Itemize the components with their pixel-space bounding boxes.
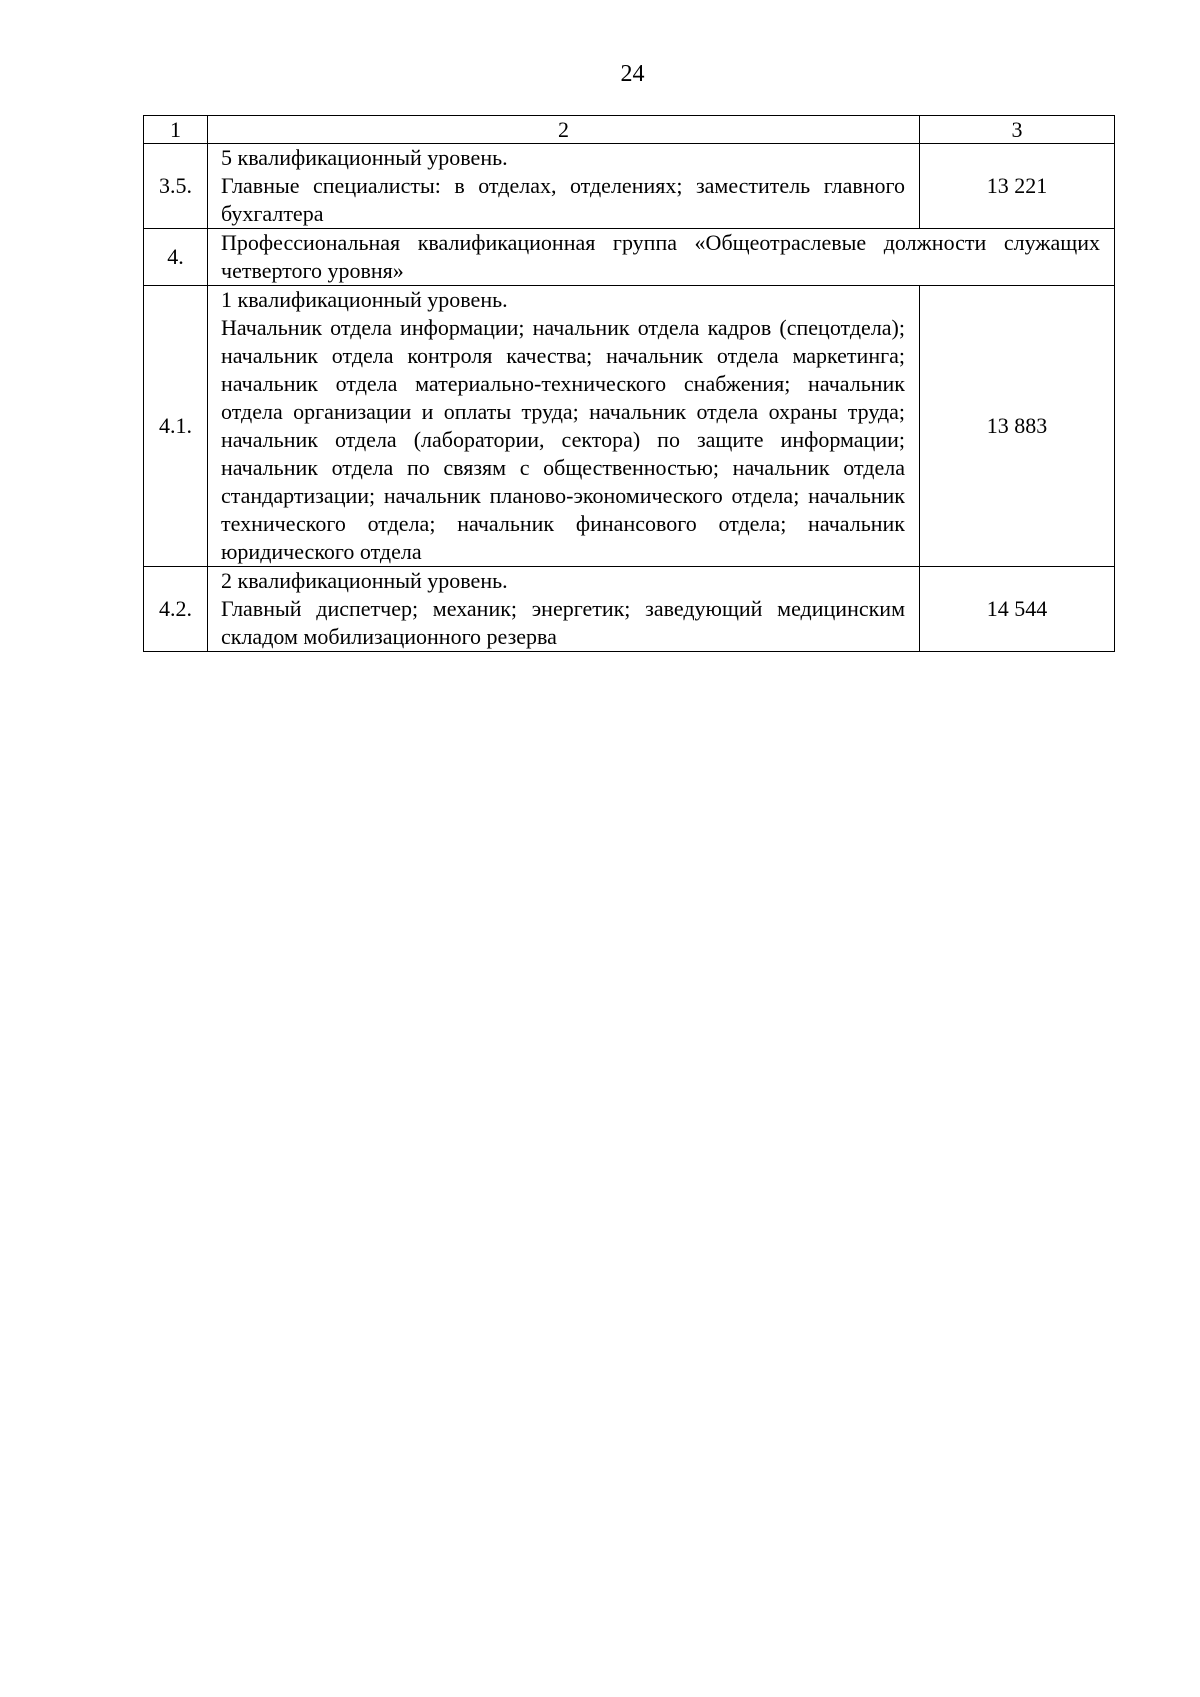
table-row <box>144 567 1115 652</box>
column-header-3: 3 <box>920 116 1115 144</box>
page-number: 24 <box>620 61 645 87</box>
positions-list: Начальник отдела информации; начальник отдела кадров (спецотдела); начальник отдела контроля качества; начальник отдела маркетинга; начальник отдела материально-технического снабжения; начальник отдела организации и оплаты труда; начальник отдела охраны труда; начальник отдела (лаборатории, сектора) по защите информации; начальник отдела по связям с общественностью; начальник отдела стандартизации; начальник планово-экономического отдела; начальник технического отдела; начальник финансового отдела; начальник юридического отдела <box>221 315 905 564</box>
row-description <box>208 144 920 229</box>
table-header-row <box>144 116 1115 144</box>
qualification-level: 1 квалификационный уровень. <box>221 287 508 312</box>
column-header-1: 1 <box>144 116 208 144</box>
row-description <box>208 286 920 567</box>
qualification-level: 5 квалификационный уровень. <box>221 145 508 170</box>
table-group-row <box>144 229 1115 286</box>
qualification-group-title: Профессиональная квалификационная группа «Общеотраслевые должности служащих четвертого уровня» <box>208 229 1115 286</box>
row-amount: 14 544 <box>920 567 1115 652</box>
row-amount: 13 883 <box>920 286 1115 567</box>
positions-list: Главный диспетчер; механик; энергетик; заведующий медицинским складом мобилизационного резерва <box>221 596 905 649</box>
table-row <box>144 286 1115 567</box>
row-number: 4.1. <box>144 286 208 567</box>
row-amount: 13 221 <box>920 144 1115 229</box>
row-number: 4.2. <box>144 567 208 652</box>
positions-list: Главные специалисты: в отделах, отделениях; заместитель главного бухгалтера <box>221 173 905 226</box>
row-number: 4. <box>144 229 208 286</box>
table-row <box>144 144 1115 229</box>
qualification-level: 2 квалификационный уровень. <box>221 568 508 593</box>
qualification-table <box>143 115 1115 652</box>
row-number: 3.5. <box>144 144 208 229</box>
column-header-2: 2 <box>208 116 920 144</box>
row-description <box>208 567 920 652</box>
